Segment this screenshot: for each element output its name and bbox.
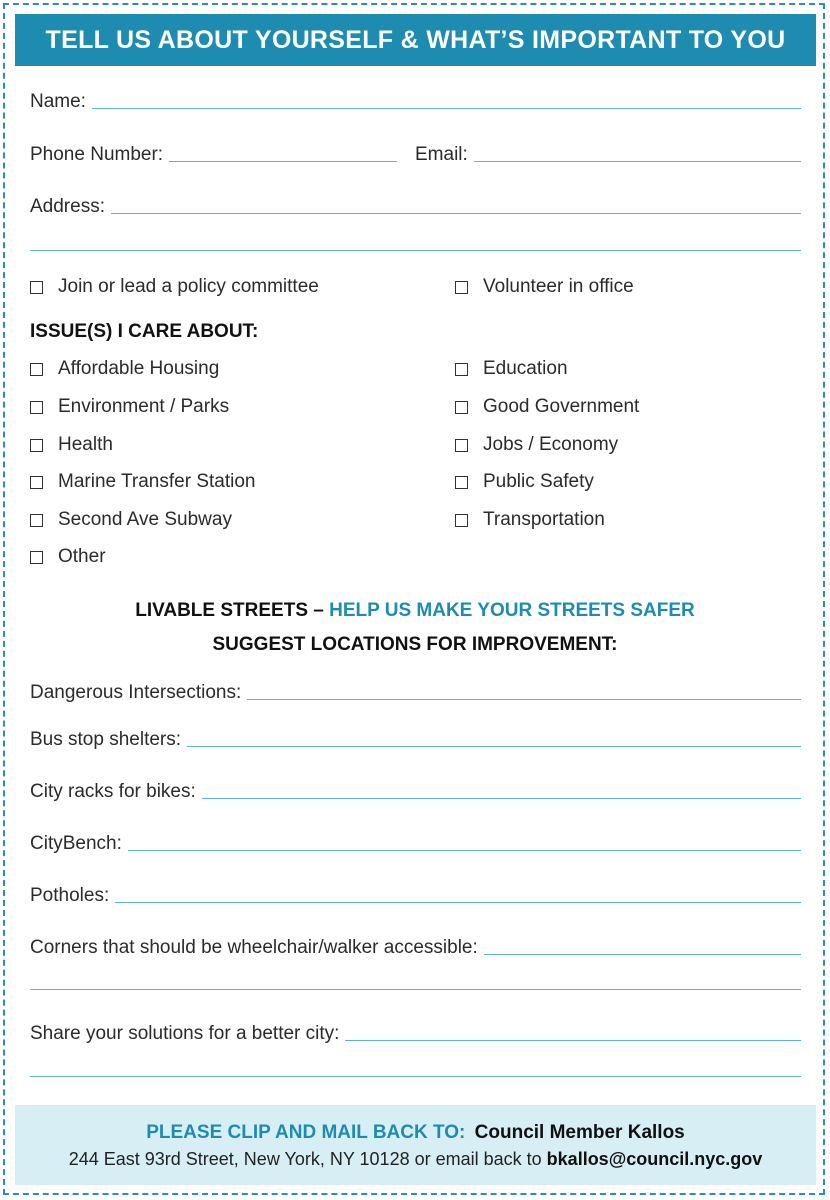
mail-back-footer xyxy=(15,1105,816,1185)
issue-checkbox-marine-transfer-station[interactable] xyxy=(30,471,255,493)
solutions-field xyxy=(30,1020,801,1045)
bike-racks-label: City racks for bikes: xyxy=(30,781,196,802)
email-label: Email: xyxy=(415,144,468,165)
name-field xyxy=(30,88,801,113)
policy-committee-checkbox[interactable] xyxy=(30,276,319,298)
dangerous-intersections-label: Dangerous Intersections: xyxy=(30,682,242,703)
recipient-name: Council Member Kallos xyxy=(474,1122,685,1143)
name-input[interactable] xyxy=(92,88,801,109)
wheelchair-corners-input[interactable] xyxy=(484,934,801,955)
phone-label: Phone Number: xyxy=(30,144,164,165)
issue-checkbox-other[interactable] xyxy=(30,546,106,568)
checkbox-icon xyxy=(455,401,468,414)
issue-label: Good Government xyxy=(483,396,640,417)
address-input-line-2[interactable] xyxy=(30,250,801,251)
checkbox-icon xyxy=(30,476,43,489)
issue-checkbox-affordable-housing[interactable] xyxy=(30,358,219,380)
issue-label: Other xyxy=(58,546,106,567)
mail-back-line xyxy=(15,1122,816,1144)
form-title: TELL US ABOUT YOURSELF & WHAT’S IMPORTANT TO YOU xyxy=(45,25,786,54)
issue-label: Transportation xyxy=(483,509,605,530)
wheelchair-corners-input-line-2[interactable] xyxy=(30,989,801,990)
issue-label: Second Ave Subway xyxy=(58,509,232,530)
potholes-label: Potholes: xyxy=(30,885,110,906)
mail-back-label: PLEASE CLIP AND MAIL BACK TO: xyxy=(146,1122,466,1143)
livable-streets-prefix: LIVABLE STREETS – xyxy=(135,600,330,621)
email-field xyxy=(415,141,801,166)
checkbox-icon xyxy=(455,439,468,452)
potholes-input[interactable] xyxy=(115,882,801,903)
solutions-input-line-2[interactable] xyxy=(30,1076,801,1077)
name-label: Name: xyxy=(30,91,86,112)
checkbox-icon xyxy=(455,514,468,527)
citybench-label: CityBench: xyxy=(30,833,122,854)
issue-checkbox-public-safety[interactable] xyxy=(455,471,594,493)
issue-label: Affordable Housing xyxy=(58,358,220,379)
bus-stop-shelters-label: Bus stop shelters: xyxy=(30,729,182,750)
citybench-input[interactable] xyxy=(128,830,801,851)
issue-checkbox-environment-parks[interactable] xyxy=(30,396,229,418)
clip-card-border xyxy=(3,3,825,1195)
address-input[interactable] xyxy=(111,193,801,214)
checkbox-icon xyxy=(455,281,468,294)
citybench-field xyxy=(30,830,801,855)
phone-input[interactable] xyxy=(169,141,397,162)
issue-label: Marine Transfer Station xyxy=(58,471,256,492)
issue-checkbox-health[interactable] xyxy=(30,434,113,456)
issue-checkbox-good-government[interactable] xyxy=(455,396,639,418)
issue-label: Jobs / Economy xyxy=(483,434,619,455)
mail-address-line xyxy=(15,1149,816,1170)
issue-checkbox-education[interactable] xyxy=(455,358,568,380)
wheelchair-corners-label: Corners that should be wheelchair/walker accessible: xyxy=(30,937,478,958)
wheelchair-corners-field xyxy=(30,934,801,959)
checkbox-icon xyxy=(30,439,43,452)
dangerous-intersections-field xyxy=(30,679,801,704)
issue-label: Environment / Parks xyxy=(58,396,230,417)
form-header xyxy=(15,14,816,66)
email-input[interactable] xyxy=(474,141,801,162)
solutions-input[interactable] xyxy=(345,1020,801,1041)
livable-streets-highlight: HELP US MAKE YOUR STREETS SAFER xyxy=(329,600,695,621)
checkbox-icon xyxy=(30,281,43,294)
solutions-label: Share your solutions for a better city: xyxy=(30,1023,340,1044)
issue-label: Health xyxy=(58,434,113,455)
issue-checkbox-transportation[interactable] xyxy=(455,509,605,531)
checkbox-icon xyxy=(30,551,43,564)
address-field xyxy=(30,193,801,218)
volunteer-label: Volunteer in office xyxy=(483,276,634,297)
checkbox-icon xyxy=(30,401,43,414)
issue-checkbox-jobs-economy[interactable] xyxy=(455,434,618,456)
contact-email-link[interactable]: bkallos@council.nyc.gov xyxy=(546,1149,763,1169)
dangerous-intersections-input[interactable] xyxy=(247,679,801,700)
checkbox-icon xyxy=(455,363,468,376)
address-label: Address: xyxy=(30,196,105,217)
bike-racks-input[interactable] xyxy=(202,778,801,799)
issue-checkbox-second-ave-subway[interactable] xyxy=(30,509,232,531)
mail-address: 244 East 93rd Street, New York, NY 10128 or email back to xyxy=(68,1149,542,1169)
volunteer-checkbox[interactable] xyxy=(455,276,634,298)
issue-label: Education xyxy=(483,358,568,379)
phone-field xyxy=(30,141,397,166)
bike-racks-field xyxy=(30,778,801,803)
checkbox-icon xyxy=(30,363,43,376)
policy-committee-label: Join or lead a policy committee xyxy=(58,276,319,297)
issues-heading: ISSUE(S) I CARE ABOUT: xyxy=(30,321,259,342)
suggest-locations-heading: SUGGEST LOCATIONS FOR IMPROVEMENT: xyxy=(212,634,618,655)
issue-label: Public Safety xyxy=(483,471,594,492)
checkbox-icon xyxy=(455,476,468,489)
livable-streets-heading xyxy=(0,600,830,622)
bus-stop-shelters-input[interactable] xyxy=(187,726,801,747)
potholes-field xyxy=(30,882,801,907)
bus-stop-shelters-field xyxy=(30,726,801,751)
checkbox-icon xyxy=(30,514,43,527)
